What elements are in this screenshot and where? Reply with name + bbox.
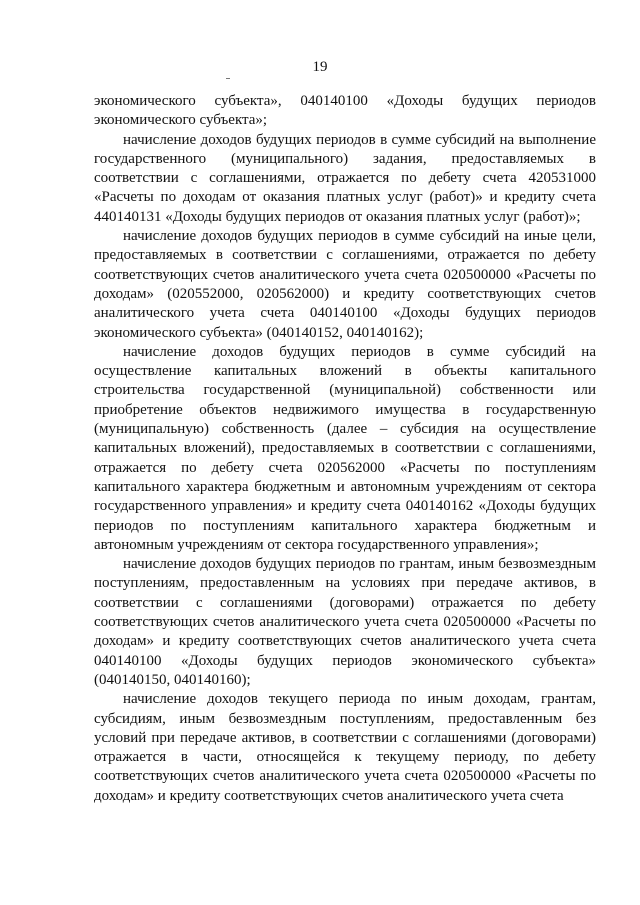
page-number: 19 [312,59,328,75]
paragraph-subsidy-state-task: начисление доходов будущих периодов в сумме субсидий на выполнение государственного (муниципального) задания, предоставляемых в соответствии с соглашениями, отражается по дебету счета 420531000 «Расчеты по доходам от оказания платных услуг (работ)» и кредиту счета 440140131 «Доходы будущих периодов от оказания платных услуг (работ)»; [94,131,596,225]
paragraph-subsidy-capital-investments: начисление доходов будущих периодов в сумме субсидий на осуществление капитальных вложений в объекты капитального строительства государственной (муниципальной) собственности или приобретение объектов недвижимого имущества в государственную (муниципальную) собственность (далее – субсидия на осуществление капитальных вложений), предоставляемых в соответствии с соглашениями, отражается по дебету счета 020562000 «Расчеты по поступлениям капитального характера бюджетным и автономным учреждениям от сектора государственного управления» и кредиту счета 040140162 «Доходы будущих периодов по поступлениям капитального характера бюджетным и автономным учреждениям от сектора государственного управления»; [94,343,596,553]
document-body [94,92,596,806]
paragraph-subsidy-other-purposes: начисление доходов будущих периодов в сумме субсидий на иные цели, предоставляемых в соответствии с соглашениями, отражается по дебету соответствующих счетов аналитического учета счета 020500000 «Расчеты по доходам» (020552000, 020562000) и кредиту соответствующих счетов аналитического учета счета 040140100 «Доходы будущих периодов экономического субъекта» (040140152, 040140162); [94,228,596,341]
paragraph-continuation: экономического субъекта», 040140100 «Доходы будущих периодов экономического субъекта»; [94,93,596,129]
scan-mark [226,78,230,79]
paragraph-grants-with-conditions: начисление доходов будущих периодов по грантам, иным безвозмездным поступлениям, предоставленным на условиях при передаче активов, в соответствии с соглашениями (договорами) отражается по дебету соответствующих счетов аналитического учета счета 020500000 «Расчеты по доходам» и кредиту соответствующих счетов аналитического учета счета 040140100 «Доходы будущих периодов экономического субъекта» (040140150, 040140160); [94,556,596,688]
paragraph-current-period-income: начисление доходов текущего периода по иным доходам, грантам, субсидиям, иным безвозмездным поступлениям, предоставленным без условий при передаче активов, в соответствии с соглашениями (договорами) отражается в части, относящейся к текущему периоду, по дебету соответствующих счетов аналитического учета счета 020500000 «Расчеты по доходам» и кредиту соответствующих счетов аналитического учета счета [94,691,596,804]
